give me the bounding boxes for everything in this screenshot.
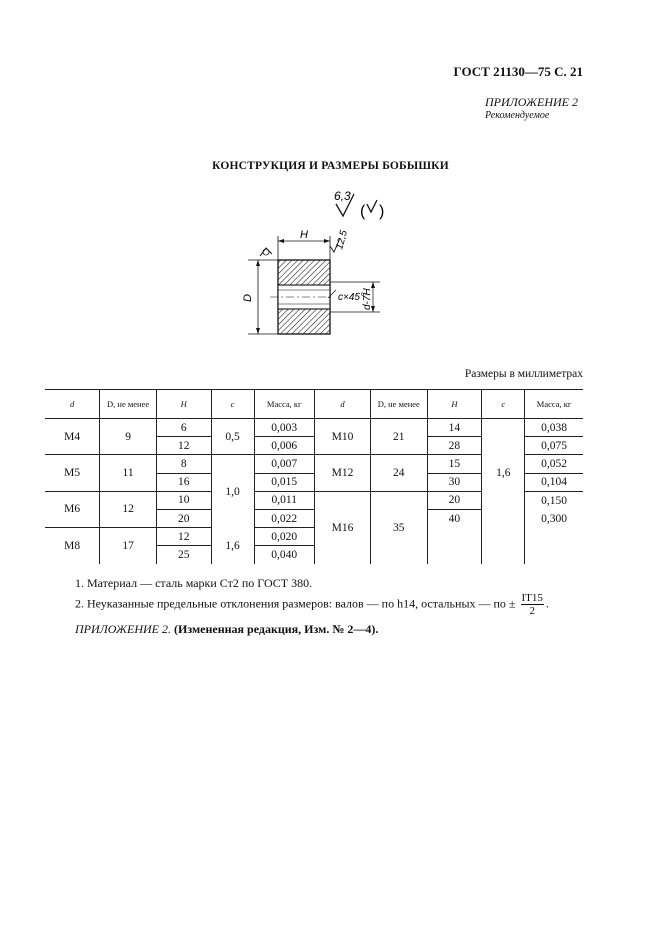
table-row bbox=[45, 528, 583, 546]
col-mass: Масса, кг bbox=[254, 390, 314, 419]
footer-note bbox=[75, 622, 378, 637]
cell-H: 14 bbox=[427, 419, 482, 437]
col-mass2: Масса, кг bbox=[525, 390, 583, 419]
col-H: H bbox=[156, 390, 211, 419]
appendix-label: ПРИЛОЖЕНИЕ 2 bbox=[485, 95, 578, 109]
note-2 bbox=[75, 592, 549, 617]
cell-d: М12 bbox=[314, 455, 370, 491]
chamfer-label: c×45° bbox=[338, 292, 364, 303]
cell-empty bbox=[427, 528, 482, 546]
cell-c: 1,6 bbox=[211, 528, 254, 564]
cell-d: М4 bbox=[45, 419, 100, 455]
footer-appendix: ПРИЛОЖЕНИЕ 2. bbox=[75, 622, 171, 636]
cell-empty bbox=[525, 528, 583, 546]
cell-d: М5 bbox=[45, 455, 100, 491]
note-2-end: . bbox=[545, 596, 549, 611]
col-c: c bbox=[211, 390, 254, 419]
cell-mass: 0,022 bbox=[254, 509, 314, 527]
cell-d: М6 bbox=[45, 491, 100, 527]
cell-H: 8 bbox=[156, 455, 211, 473]
cell-d: М16 bbox=[314, 491, 370, 563]
cell-empty bbox=[427, 546, 482, 564]
cell-mass: 0,300 bbox=[525, 509, 583, 527]
cell-H: 15 bbox=[427, 455, 482, 473]
cell-mass: 0,006 bbox=[254, 437, 314, 455]
cell-H: 12 bbox=[156, 437, 211, 455]
cell-H: 40 bbox=[427, 509, 482, 527]
cell-empty bbox=[482, 528, 525, 546]
svg-text:): ) bbox=[379, 203, 385, 220]
cell-H: 25 bbox=[156, 546, 211, 564]
cell-D: 35 bbox=[371, 491, 428, 563]
cell-H: 10 bbox=[156, 491, 211, 509]
cell-D: 9 bbox=[100, 419, 157, 455]
fraction-numerator: IT15 bbox=[521, 592, 543, 604]
dim-H-label: H bbox=[300, 229, 308, 241]
page-title: КОНСТРУКЦИЯ И РАЗМЕРЫ БОБЫШКИ bbox=[212, 160, 449, 172]
cell-mass: 0,020 bbox=[254, 528, 314, 546]
page-header: ГОСТ 21130—75 С. 21 bbox=[453, 64, 583, 79]
cell-H: 16 bbox=[156, 473, 211, 491]
roughness-value: 6,3 bbox=[334, 189, 351, 203]
cell-mass: 0,104 bbox=[525, 473, 583, 491]
cell-mass: 0,150 bbox=[525, 491, 583, 509]
cell-D: 12 bbox=[100, 491, 157, 527]
roughness-value-2: 12,5 bbox=[334, 229, 350, 251]
cell-mass: 0,015 bbox=[254, 473, 314, 491]
cell-c: 0,5 bbox=[211, 419, 254, 455]
appendix-block bbox=[485, 96, 578, 122]
cell-H: 6 bbox=[156, 419, 211, 437]
note-1: 1. Материал — сталь марки Ст2 по ГОСТ 380. bbox=[75, 576, 313, 590]
cell-D: 24 bbox=[371, 455, 428, 491]
table-row bbox=[45, 419, 583, 437]
dim-D-label: D bbox=[242, 294, 254, 302]
cell-mass: 0,011 bbox=[254, 491, 314, 509]
units-note: Размеры в миллиметрах bbox=[464, 368, 583, 380]
roughness-symbol bbox=[334, 189, 384, 220]
col-D2: D, не менее bbox=[371, 390, 428, 419]
cell-mass: 0,075 bbox=[525, 437, 583, 455]
thread-label: d-7H bbox=[362, 288, 373, 310]
col-d2: d bbox=[314, 390, 370, 419]
col-c2: c bbox=[482, 390, 525, 419]
cell-H: 30 bbox=[427, 473, 482, 491]
cell-c: 1,0 bbox=[211, 455, 254, 528]
col-H2: H bbox=[427, 390, 482, 419]
cell-H: 20 bbox=[427, 491, 482, 509]
cell-H: 20 bbox=[156, 509, 211, 527]
cell-empty bbox=[482, 546, 525, 564]
cell-mass: 0,052 bbox=[525, 455, 583, 473]
svg-text:(: ( bbox=[360, 203, 366, 220]
cell-D: 17 bbox=[100, 528, 157, 564]
cell-c: 1,6 bbox=[482, 419, 525, 528]
cell-H: 28 bbox=[427, 437, 482, 455]
table-header-row bbox=[45, 390, 583, 419]
cell-mass: 0,007 bbox=[254, 455, 314, 473]
cell-d: М10 bbox=[314, 419, 370, 455]
cell-d: М8 bbox=[64, 539, 81, 552]
tolerance-fraction bbox=[521, 592, 544, 617]
boss-drawing bbox=[230, 186, 400, 346]
footer-revision: (Измененная редакция, Изм. № 2—4). bbox=[173, 622, 379, 636]
appendix-status: Рекомендуемое bbox=[485, 110, 550, 121]
col-d: d bbox=[45, 390, 100, 419]
cell-mass: 0,038 bbox=[525, 419, 583, 437]
fraction-denominator: 2 bbox=[529, 605, 535, 617]
col-D: D, не менее bbox=[100, 390, 157, 419]
cell-H: 12 bbox=[156, 528, 211, 546]
cell-D: 11 bbox=[100, 455, 157, 491]
cell-D: 21 bbox=[371, 419, 428, 455]
cell-mass: 0,040 bbox=[254, 546, 314, 564]
note-2-text: 2. Неуказанные предельные отклонения размеров: валов — по h14, остальных — по ± bbox=[75, 596, 516, 611]
cell-mass: 0,003 bbox=[254, 419, 314, 437]
cell-empty bbox=[525, 546, 583, 564]
dimensions-table bbox=[45, 389, 583, 564]
